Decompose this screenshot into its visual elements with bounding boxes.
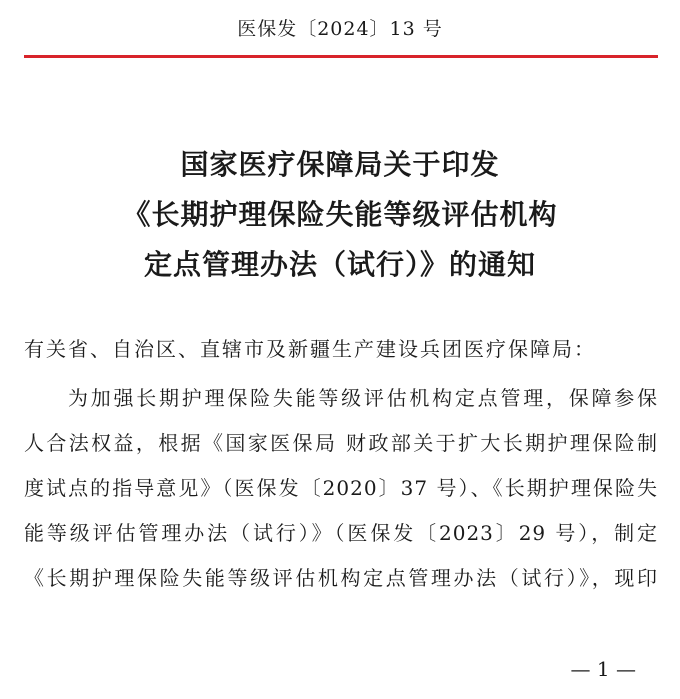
document-title	[0, 140, 680, 290]
title-line-1: 国家医疗保障局关于印发	[180, 148, 500, 181]
body-line-4: 能等级评估管理办法（试行）》（医保发〔2023〕29 号），制定	[24, 521, 658, 545]
body-line-1: 为加强长期护理保险失能等级评估机构定点管理，保障参保	[68, 386, 658, 410]
page-number: — 1 —	[570, 657, 636, 681]
body-line-3: 度试点的指导意见》（医保发〔2020〕37 号）、《长期护理保险失	[24, 476, 658, 500]
addressee-line: 有关省、自治区、直辖市及新疆生产建设兵团医疗保障局：	[24, 337, 596, 361]
title-line-2: 《长期护理保险失能等级评估机构	[122, 198, 558, 231]
body-line-5: 《长期护理保险失能等级评估机构定点管理办法（试行）》，现印	[24, 566, 658, 590]
body-paragraph	[24, 376, 658, 601]
red-separator-line	[24, 55, 658, 58]
title-line-3: 定点管理办法（试行）》的通知	[143, 248, 536, 281]
document-number: 医保发〔2024〕13 号	[237, 18, 443, 40]
page-number-footer	[0, 655, 680, 683]
body-line-2: 人合法权益，根据《国家医保局 财政部关于扩大长期护理保险制	[24, 431, 658, 455]
